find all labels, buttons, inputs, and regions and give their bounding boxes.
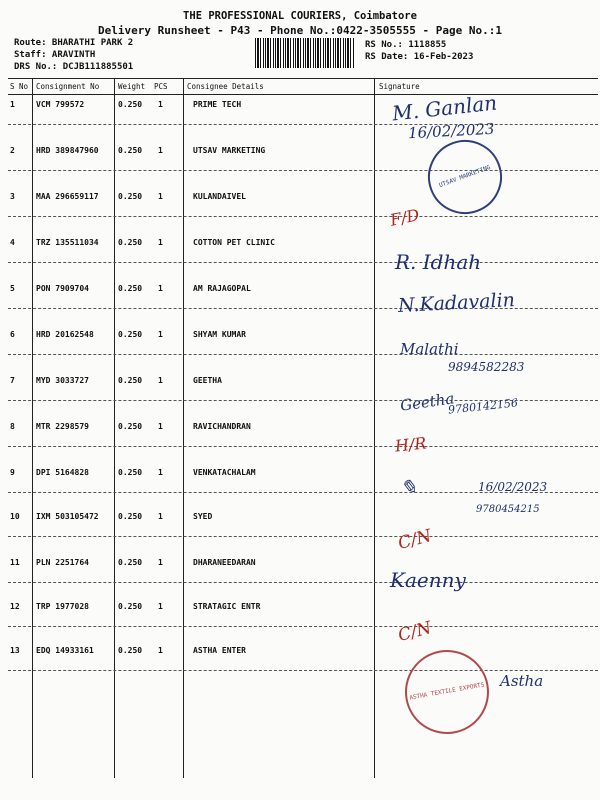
row-sno: 12 [10, 602, 20, 611]
signature-row-3: F/D [388, 205, 421, 230]
document-title: THE PROFESSIONAL COURIERS, Coimbatore [183, 10, 417, 22]
rs-number: RS No.: 1118855 [365, 40, 447, 50]
row-weight: 0.250 [118, 100, 143, 109]
signature-row-4: R. Idhah [395, 250, 482, 274]
row-sno: 9 [10, 468, 15, 477]
row-weight: 0.250 [118, 192, 143, 201]
signature-row-5: N.Kadavalin [397, 288, 516, 318]
row-pcs: 1 [158, 100, 163, 109]
row-separator [8, 216, 598, 217]
table-row [8, 98, 598, 142]
col-header-sno: S No [10, 82, 29, 91]
row-separator [8, 124, 598, 125]
col-header-consignee: Consignee Details [187, 82, 264, 91]
row-pcs: 1 [158, 422, 163, 431]
row-weight: 0.250 [118, 146, 143, 155]
route-label: Route: BHARATHI PARK 2 [14, 38, 134, 48]
row-sno: 13 [10, 646, 20, 655]
row-pcs: 1 [158, 468, 163, 477]
table-row [8, 510, 598, 554]
row-consignment-no: MAA 296659117 [36, 192, 99, 201]
row-pcs: 1 [158, 602, 163, 611]
astha-stamp: ASTHA TEXTILE EXPORTS [398, 643, 495, 740]
row-consignment-no: TRZ 135511034 [36, 238, 99, 247]
row-pcs: 1 [158, 238, 163, 247]
row-consignee: STRATAGIC ENTR [193, 602, 261, 611]
drs-number: DRS No.: DCJB111885501 [14, 62, 134, 72]
row-pcs: 1 [158, 192, 163, 201]
signature-row-13: Astha [500, 672, 544, 690]
row-sno: 5 [10, 284, 15, 293]
row-consignee: VENKATACHALAM [193, 468, 256, 477]
row-consignment-no: MTR 2298579 [36, 422, 89, 431]
row-weight: 0.250 [118, 376, 143, 385]
utsav-stamp: UTSAV MARKETING [418, 130, 513, 225]
row-weight: 0.250 [118, 558, 143, 567]
signature-row-6-name: Malathi [400, 340, 459, 358]
staff-label: Staff: ARAVINTH [14, 50, 96, 60]
row-separator [8, 626, 598, 627]
table-row [8, 236, 598, 280]
row-consignee: UTSAV MARKETING [193, 146, 266, 155]
row-sno: 1 [10, 100, 15, 109]
col-header-pcs: PCS [154, 82, 168, 91]
row-pcs: 1 [158, 146, 163, 155]
row-pcs: 1 [158, 330, 163, 339]
row-consignment-no: PON 7909704 [36, 284, 89, 293]
row-separator [8, 170, 598, 171]
row-weight: 0.250 [118, 330, 143, 339]
row-sno: 3 [10, 192, 15, 201]
signature-row-12: C/N [395, 617, 434, 647]
rs-date: RS Date: 16-Feb-2023 [365, 52, 474, 62]
row-weight: 0.250 [118, 468, 143, 477]
row-weight: 0.250 [118, 512, 143, 521]
row-consignee: AM RAJAGOPAL [193, 284, 251, 293]
col-header-consignment: Consignment No [36, 82, 100, 91]
row-weight: 0.250 [118, 646, 143, 655]
barcode [255, 38, 355, 68]
row-consignment-no: VCM 799572 [36, 100, 85, 109]
row-consignee: DHARANEEDARAN [193, 558, 256, 567]
row-consignee: RAVICHANDRAN [193, 422, 251, 431]
row-separator [8, 446, 598, 447]
signature-row-9-date: 16/02/2023 [478, 480, 548, 494]
signature-row-1-date: 16/02/2023 [407, 119, 495, 143]
row-separator [8, 262, 598, 263]
table-row [8, 144, 598, 188]
row-weight: 0.250 [118, 284, 143, 293]
row-consignee: SHYAM KUMAR [193, 330, 246, 339]
row-pcs: 1 [158, 376, 163, 385]
row-consignment-no: EDQ 14933161 [36, 646, 94, 655]
row-separator [8, 536, 598, 537]
row-consignee: COTTON PET CLINIC [193, 238, 275, 247]
signature-row-6-phone: 9894582283 [448, 360, 525, 374]
row-pcs: 1 [158, 558, 163, 567]
row-pcs: 1 [158, 284, 163, 293]
row-sno: 8 [10, 422, 15, 431]
row-weight: 0.250 [118, 422, 143, 431]
row-consignee: GEETHA [193, 376, 222, 385]
row-consignment-no: DPI 5164828 [36, 468, 89, 477]
signature-row-11: Kaenny [390, 568, 466, 592]
signature-row-8: H/R [394, 433, 428, 456]
row-consignee: KULANDAIVEL [193, 192, 246, 201]
row-sno: 7 [10, 376, 15, 385]
signature-row-7-phone: 9780142156 [447, 396, 519, 417]
table-row [8, 190, 598, 234]
signature-row-9-mark: ✎ [400, 475, 417, 499]
row-pcs: 1 [158, 512, 163, 521]
row-pcs: 1 [158, 646, 163, 655]
row-consignment-no: PLN 2251764 [36, 558, 89, 567]
col-header-weight: Weight [118, 82, 146, 91]
row-weight: 0.250 [118, 602, 143, 611]
row-weight: 0.250 [118, 238, 143, 247]
signature-row-7-name: Geetha [399, 389, 456, 415]
row-sno: 4 [10, 238, 15, 247]
signature-row-9-phone: 9780454215 [476, 504, 540, 515]
table-row [8, 374, 598, 418]
row-separator [8, 354, 598, 355]
table-row [8, 420, 598, 464]
row-consignment-no: HRD 389847960 [36, 146, 99, 155]
row-sno: 10 [10, 512, 20, 521]
row-consignment-no: TRP 1977028 [36, 602, 89, 611]
table-row [8, 556, 598, 600]
signature-row-1: M. Ganlan [391, 90, 499, 126]
col-header-signature: Signature [379, 82, 420, 91]
row-sno: 6 [10, 330, 15, 339]
row-separator [8, 582, 598, 583]
document-subtitle: Delivery Runsheet - P43 - Phone No.:0422-3505555 - Page No.:1 [98, 24, 502, 37]
row-consignee: ASTHA ENTER [193, 646, 246, 655]
row-consignment-no: HRD 20162548 [36, 330, 94, 339]
row-separator [8, 670, 598, 671]
table-row [8, 600, 598, 647]
row-sno: 11 [10, 558, 20, 567]
row-sno: 2 [10, 146, 15, 155]
row-consignee: SYED [193, 512, 213, 521]
signature-row-10: C/N [395, 525, 434, 555]
row-consignment-no: IXM 503105472 [36, 512, 99, 521]
row-consignee: PRIME TECH [193, 100, 242, 109]
row-consignment-no: MYD 3033727 [36, 376, 89, 385]
